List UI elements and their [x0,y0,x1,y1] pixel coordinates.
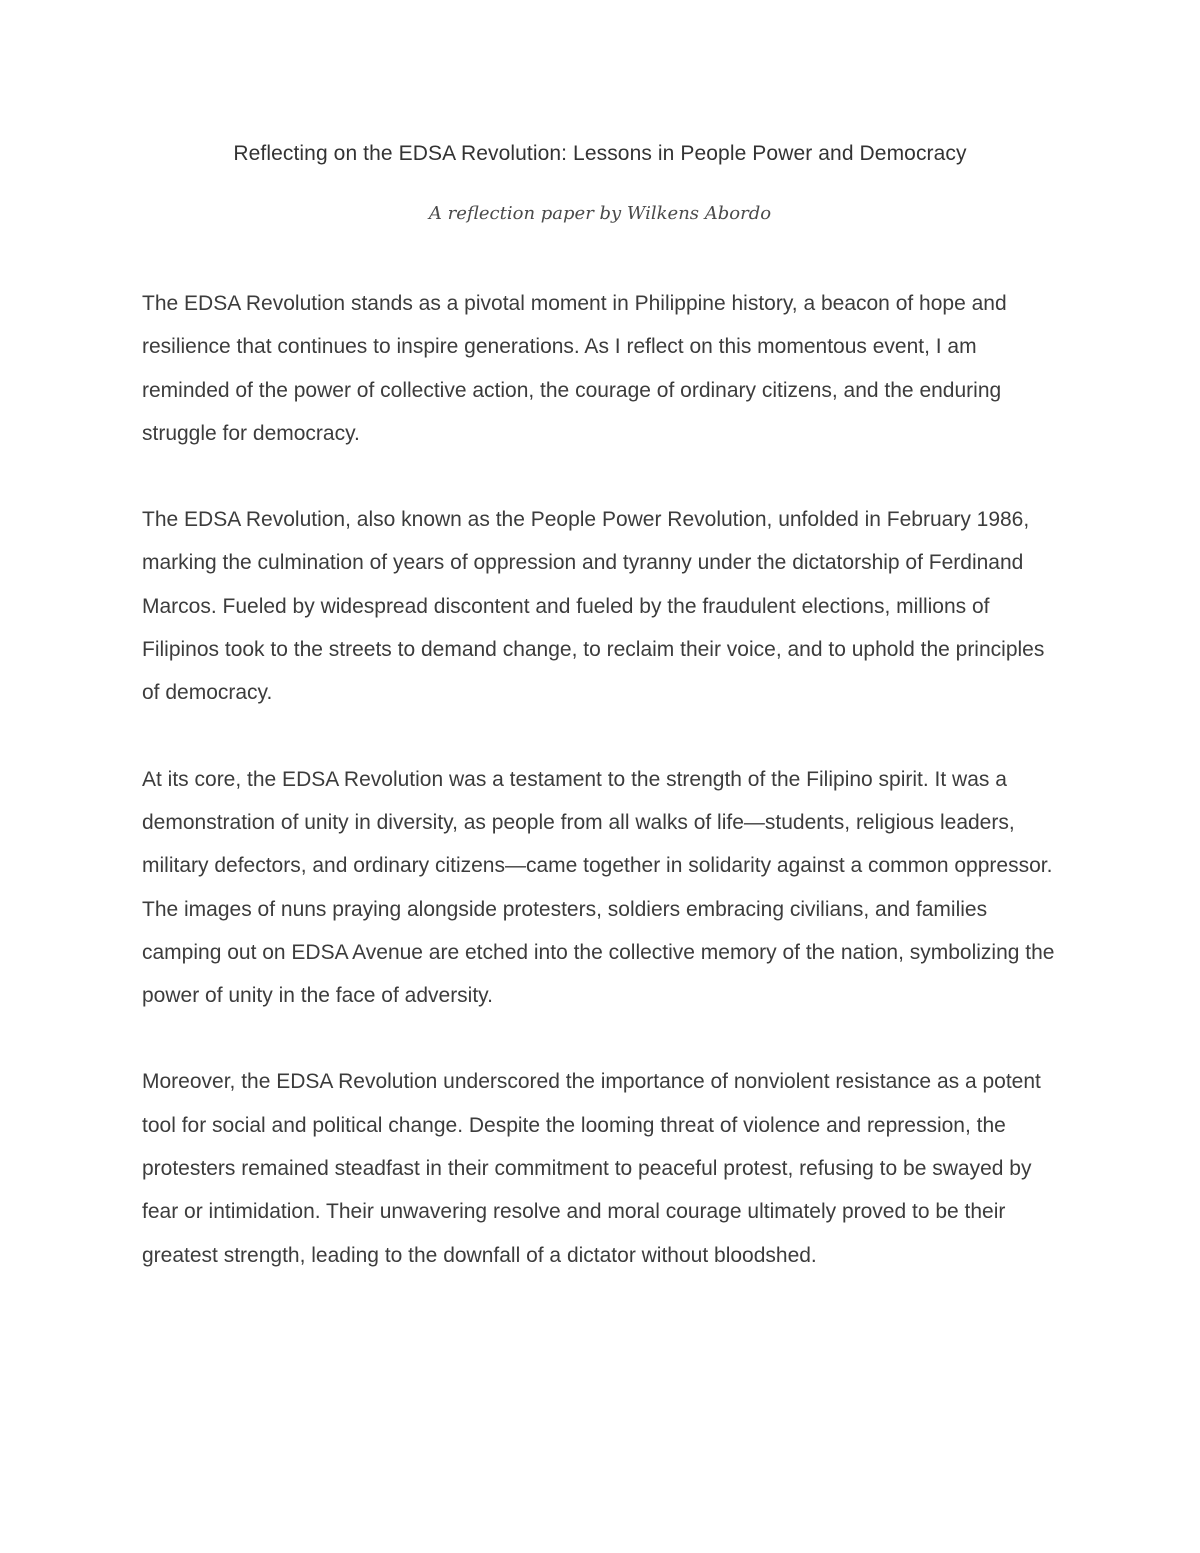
paragraph-historical-context: The EDSA Revolution, also known as the People Power Revolution, unfolded in February 1986, marking the culmination of years of oppression and tyranny under the dictatorship of Ferdinand Marcos. Fueled by widespread discontent and fueled by the fraudulent elections, millions of Filipinos took to the streets to demand change, to reclaim their voice, and to uphold the principles of democracy. [142,508,1045,705]
paragraph-unity: At its core, the EDSA Revolution was a testament to the strength of the Filipino spirit. It was a demonstration of unity in diversity, as people from all walks of life—students, religious leaders, military defectors, and ordinary citizens—came together in solidarity against a common oppressor. The images of nuns praying alongside protesters, soldiers embracing civilians, and families camping out on EDSA Avenue are etched into the collective memory of the nation, symbolizing the power of unity in the face of adversity. [142,767,1055,1008]
document-title: Reflecting on the EDSA Revolution: Lessons in People Power and Democracy [233,142,967,165]
paragraph-nonviolent-resistance: Moreover, the EDSA Revolution underscored the importance of nonviolent resistance as a potent tool for social and political change. Despite the looming threat of violence and repression, the protesters remained steadfast in their commitment to peaceful protest, refusing to be swayed by fear or intimidation. Their unwavering resolve and moral courage ultimately proved to be their greatest strength, leading to the downfall of a dictator without bloodshed. [142,1070,1041,1267]
author-byline: A reflection paper by Wilkens Abordo [428,203,772,224]
document-body [142,138,1058,1277]
paragraph-introduction: The EDSA Revolution stands as a pivotal moment in Philippine history, a beacon of hope and resilience that continues to inspire generations. As I reflect on this momentous event, I am reminded of the power of collective action, the courage of ordinary citizens, and the enduring struggle for democracy. [142,292,1007,445]
